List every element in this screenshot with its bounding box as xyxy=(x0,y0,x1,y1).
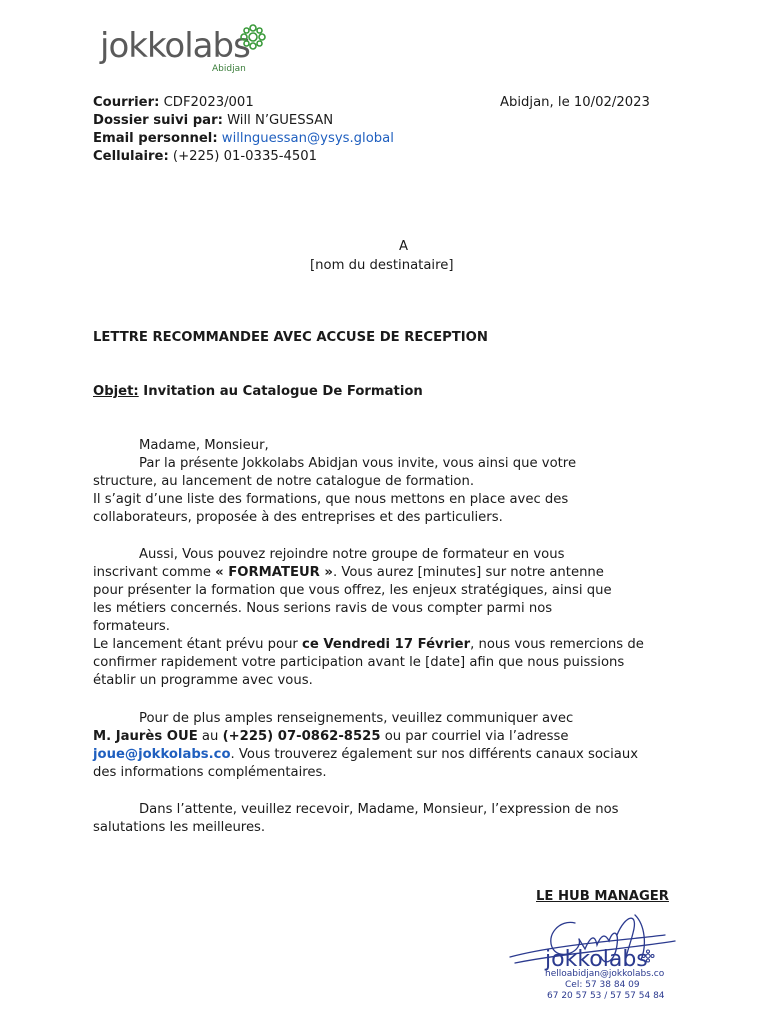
place-date: Abidjan, le 10/02/2023 xyxy=(500,95,650,110)
p2-line-3: pour présenter la formation que vous offrez, les enjeux stratégiques, ainsi que xyxy=(93,583,612,598)
objet-label: Objet: xyxy=(93,384,139,399)
contact-name: M. Jaurès OUE xyxy=(93,729,198,744)
dossier-value: Will N’GUESSAN xyxy=(227,113,334,128)
p2-line-4: les métiers concernés. Nous serions ravis de vous compter parmi nos xyxy=(93,601,553,616)
cellulaire-label: Cellulaire: xyxy=(93,149,169,164)
p2-line-5: formateurs. xyxy=(93,619,170,634)
stamp-cel: Cel: 57 38 84 09 xyxy=(565,980,640,990)
p3-line-1-text: Pour de plus amples renseignements, veuillez communiquer avec xyxy=(139,711,574,726)
p1-line-2: structure, au lancement de notre catalogue de formation. xyxy=(93,474,475,489)
p3-line-2b: au xyxy=(197,729,223,744)
cellulaire-line xyxy=(93,148,317,166)
p2-line-2 xyxy=(93,564,678,582)
p3-line-3 xyxy=(93,746,678,764)
p2-line-1 xyxy=(93,546,678,564)
objet-text: Invitation au Catalogue De Formation xyxy=(143,384,423,399)
stamp-email: helloabidjan@jokkolabs.co xyxy=(545,969,665,979)
courrier-label: Courrier: xyxy=(93,95,160,110)
email-link[interactable]: willnguessan@ysys.global xyxy=(221,131,394,146)
paragraph-2 xyxy=(93,546,678,690)
paragraph-4 xyxy=(93,801,678,837)
courrier-value: CDF2023/001 xyxy=(163,95,254,110)
launch-date-emphasis: ce Vendredi 17 Février xyxy=(302,637,471,652)
signatory-title: LE HUB MANAGER xyxy=(536,889,669,904)
p2-line-2c: . Vous aurez [minutes] sur notre antenne xyxy=(332,565,604,580)
dossier-label: Dossier suivi par: xyxy=(93,113,223,128)
cellulaire-value: (+225) 01-0335-4501 xyxy=(172,149,318,164)
objet-line xyxy=(93,383,423,401)
p2-line-6 xyxy=(93,636,678,654)
p2-line-6c: , nous vous remercions de xyxy=(470,637,644,652)
stamp-logo-text: jokkolabs xyxy=(545,947,648,972)
paragraph-1 xyxy=(93,437,678,527)
p1-line-1 xyxy=(93,455,678,473)
p3-line-2d: ou par courriel via l’adresse xyxy=(380,729,569,744)
p3-line-2 xyxy=(93,728,678,746)
addressee-a: A xyxy=(399,239,409,254)
p2-line-7: confirmer rapidement votre participation avant le [date] afin que nous puissions xyxy=(93,655,625,670)
p3-line-3b: . Vous trouverez également sur nos différents canaux sociaux xyxy=(230,747,639,762)
p3-line-4: des informations complémentaires. xyxy=(93,765,327,780)
p3-line-1 xyxy=(93,710,678,728)
logo-city: Abidjan xyxy=(212,64,246,74)
logo-emblem-icon xyxy=(238,22,268,52)
logo-word-labs: labs xyxy=(184,26,250,66)
p1-line-1-text: Par la présente Jokkolabs Abidjan vous invite, vous ainsi que votre xyxy=(139,456,577,471)
formateur-emphasis: « FORMATEUR » xyxy=(215,565,333,580)
p2-line-1-text: Aussi, Vous pouvez rejoindre notre groupe de formateur en vous xyxy=(139,547,565,562)
salutation xyxy=(93,437,678,455)
contact-phone: (+225) 07-0862-8525 xyxy=(222,729,381,744)
p1-line-3: Il s’agit d’une liste des formations, que nous mettons en place avec des xyxy=(93,492,569,507)
stamp-phones: 67 20 57 53 / 57 57 54 84 xyxy=(547,991,665,1001)
email-label: Email personnel: xyxy=(93,131,218,146)
p2-line-2a: inscrivant comme xyxy=(93,565,216,580)
logo-word-jokko: jokko xyxy=(100,26,185,66)
p4-line-1 xyxy=(93,801,678,819)
p1-line-4: collaborateurs, proposée à des entreprises et des particuliers. xyxy=(93,510,503,525)
p2-line-8: établir un programme avec vous. xyxy=(93,673,313,688)
salutation-text: Madame, Monsieur, xyxy=(139,438,269,453)
addressee-name: [nom du destinataire] xyxy=(310,258,454,273)
p4-line-2: salutations les meilleures. xyxy=(93,820,266,835)
p2-line-6a: Le lancement étant prévu pour xyxy=(93,637,303,652)
courrier-line xyxy=(93,94,254,112)
dossier-line xyxy=(93,112,333,130)
p4-line-1-text: Dans l’attente, veuillez recevoir, Madame, Monsieur, l’expression de nos xyxy=(139,802,619,817)
contact-email-link[interactable]: joue@jokkolabs.co xyxy=(93,747,231,762)
signature-stamp xyxy=(505,905,685,1015)
paragraph-3 xyxy=(93,710,678,782)
email-line xyxy=(93,130,394,148)
letter-title: LETTRE RECOMMANDEE AVEC ACCUSE DE RECEPTION xyxy=(93,330,488,345)
jokkolabs-logo xyxy=(100,22,275,78)
